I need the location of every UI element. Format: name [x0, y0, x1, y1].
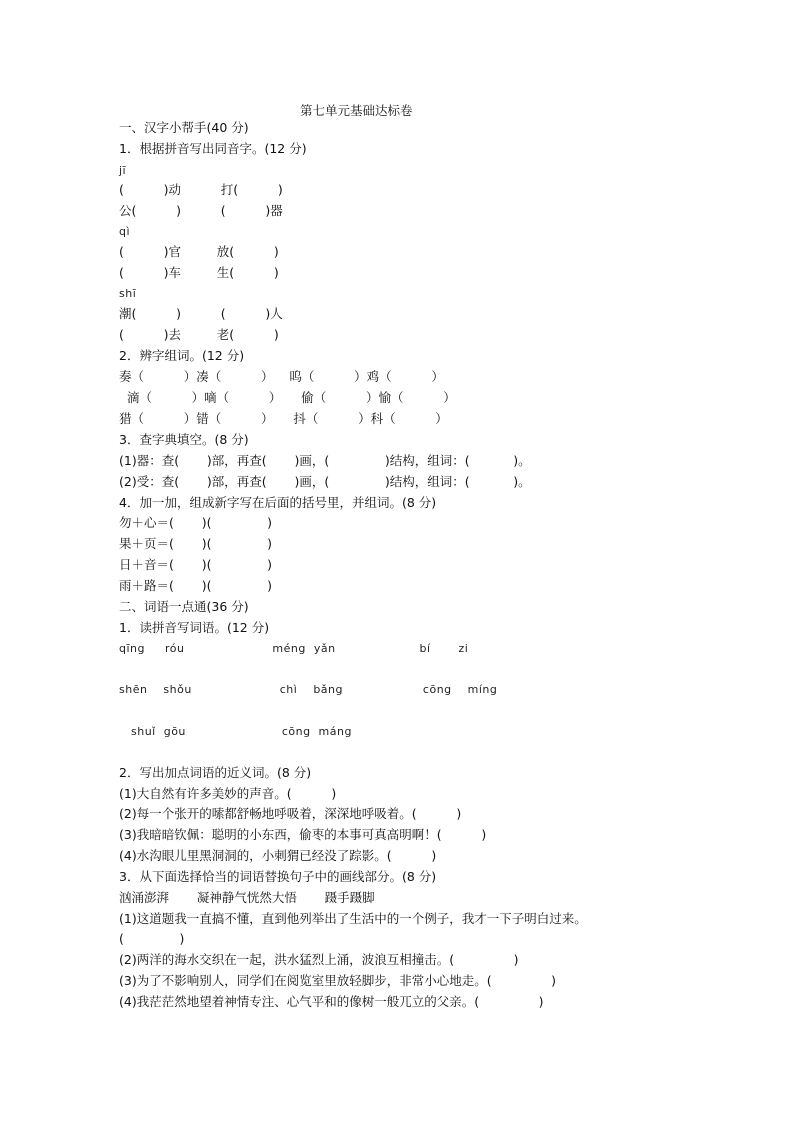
s2-q2-row-4: (4)水沟眼儿里黑洞洞的，小刺猬已经没了踪影。( ) [119, 848, 437, 863]
ji-row-1: ( )动 打( ) [119, 182, 283, 197]
ji-row-2: 公( ) ( )器 [119, 203, 283, 218]
s2-q2-prompt: 2．写出加点词语的近义词。(8 分) [119, 765, 312, 780]
q4-row-3: 日＋音＝( )( ) [119, 557, 272, 572]
pinyin-qi: qì [119, 225, 131, 238]
q4-row-4: 雨＋路＝( )( ) [119, 578, 272, 593]
qi-row-1: ( )官 放( ) [119, 244, 279, 259]
q2-row-1: 奏（ ）凑（ ） 呜（ ）鸡（ ） [119, 369, 444, 384]
pinyin-row-3: shuǐ gōu cōng máng [119, 725, 352, 738]
pinyin-row-1: qīng róu méng yǎn bí zi [119, 642, 469, 655]
s2-q2-row-1: (1)大自然有许多美妙的声音。( ) [119, 786, 337, 801]
s2-q3-row-2: (2)两洋的海水交织在一起，洪水猛烈上涌，波浪互相撞击。( ) [119, 952, 519, 967]
s2-q3-row-1: (1)这道题我一直搞不懂，直到他列举出了生活中的一个例子，我才一下子明白过来。 [119, 911, 587, 926]
s2-q2-row-3: (3)我暗暗钦佩：聪明的小东西，偷枣的本事可真高明啊！( ) [119, 827, 487, 842]
pinyin-row-2: shēn shǒu chì bǎng cōng míng [119, 683, 498, 696]
page-title: 第七单元基础达标卷 [300, 103, 413, 118]
s2-q3-word-bank: 汹涌澎湃 凝神静气恍然大悟 蹑手蹑脚 [119, 890, 375, 905]
shi-row-1: 潮( ) ( )人 [119, 306, 283, 321]
pinyin-ji: jī [119, 164, 127, 177]
section2-header: 二、词语一点通(36 分) [119, 599, 249, 614]
q3-row-2: (2)受：查( )部，再查( )画，( )结构，组词：( )。 [119, 474, 531, 489]
q3-row-1: (1)器：查( )部，再查( )画，( )结构，组词：( )。 [119, 453, 531, 468]
qi-row-2: ( )车 生( ) [119, 265, 279, 280]
s2-q3-row-4: (4)我茫茫然地望着神情专注、心气平和的像树一般兀立的父亲。( ) [119, 994, 544, 1009]
q4-row-2: 果＋页＝( )( ) [119, 536, 272, 551]
q3-prompt: 3．查字典填空。(8 分) [119, 432, 249, 447]
q2-prompt: 2．辨字组词。(12 分) [119, 348, 245, 363]
q4-prompt: 4．加一加，组成新字写在后面的括号里，并组词。(8 分) [119, 495, 437, 510]
q2-row-3: 猎（ ）错（ ） 抖（ ）科（ ） [119, 411, 448, 426]
s2-q1-prompt: 1．读拼音写词语。(12 分) [119, 620, 270, 635]
pinyin-shi: shī [119, 287, 137, 300]
q1-prompt: 1．根据拼音写出同音字。(12 分) [119, 141, 307, 156]
s2-q3-prompt: 3．从下面选择恰当的词语替换句子中的画线部分。(8 分) [119, 869, 437, 884]
shi-row-2: ( )去 老( ) [119, 327, 279, 342]
q4-row-1: 勿＋心＝( )( ) [119, 515, 272, 530]
q2-row-2: 滴（ ）嘀（ ） 偷（ ）愉（ ） [119, 390, 456, 405]
section1-header: 一、汉字小帮手(40 分) [119, 120, 249, 135]
s2-q3-row-3: (3)为了不影响别人，同学们在阅览室里放轻脚步，非常小心地走。( ) [119, 973, 557, 988]
s2-q3-row-1-answer: ( ) [119, 931, 185, 946]
s2-q2-row-2: (2)每一个张开的嗦都舒畅地呼吸着，深深地呼吸着。( ) [119, 806, 462, 821]
